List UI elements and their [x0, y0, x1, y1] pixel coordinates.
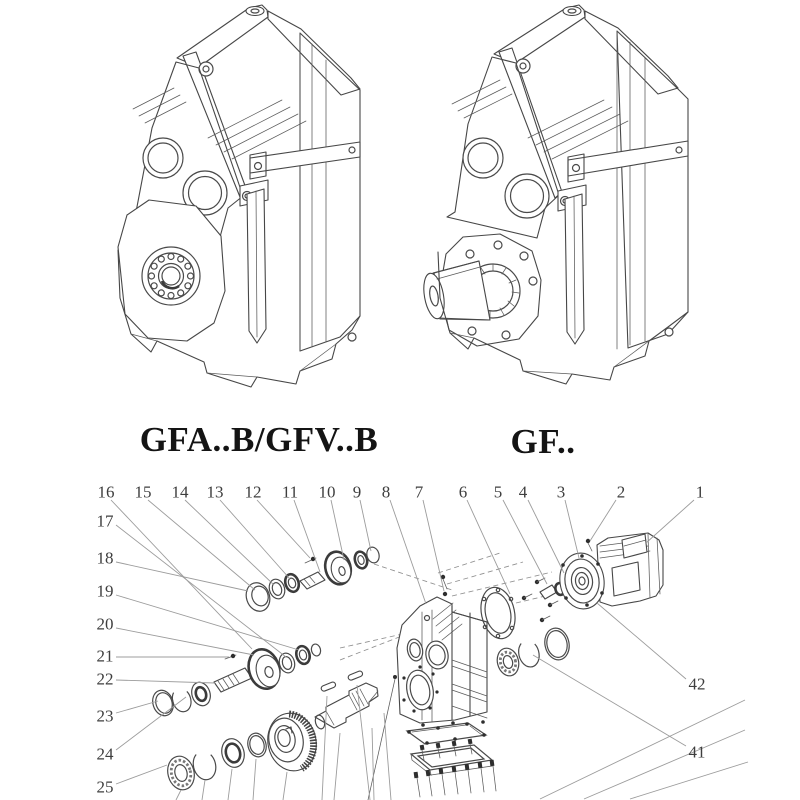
callout-leader-line [111, 500, 252, 649]
callout-number: 41 [688, 742, 706, 762]
callout-leader-line [116, 680, 215, 683]
input-shaft-assembly [243, 546, 381, 615]
assembly-axis-dashed [374, 564, 452, 590]
callout-number: 1 [695, 482, 705, 502]
callout-number: 22 [96, 669, 114, 689]
callout-leader-line [390, 500, 426, 604]
model-label-gfab: GFA..B/GFV..B [139, 420, 379, 459]
callout-leader-line [116, 562, 248, 591]
callout-number: 3 [556, 482, 566, 502]
shaft-key [347, 670, 363, 681]
callout-leader-line [565, 500, 579, 558]
callout-number: 4 [518, 482, 528, 502]
callout-leader-line [528, 500, 564, 573]
callout-number: 10 [318, 482, 336, 502]
callout-number: 11 [281, 482, 299, 502]
callout-number: 13 [206, 482, 224, 502]
callout-leader-line [257, 500, 310, 558]
cover-gasket-and-bearings [476, 573, 572, 678]
callout-leader-line [116, 701, 158, 713]
callout-leader-line [597, 603, 686, 679]
callout-leader-line [467, 500, 510, 594]
callout-number: 23 [96, 706, 114, 726]
bolt-axis-dashed [438, 553, 552, 596]
callout-number: 42 [688, 674, 706, 694]
snap-ring [516, 640, 542, 670]
callout-number: 15 [134, 482, 152, 502]
callout-number: 8 [381, 482, 391, 502]
callout-leader-line [116, 595, 299, 650]
callout-number: 24 [96, 744, 114, 764]
callout-number: 12 [244, 482, 262, 502]
callout-number: 25 [96, 777, 114, 797]
callout-leader-line [423, 500, 444, 591]
callout-number: 16 [97, 482, 115, 502]
callout-leader-line [116, 765, 167, 784]
callout-number: 14 [171, 482, 189, 502]
snap-ring [191, 750, 219, 782]
gearbox-drawing-gf [421, 5, 688, 384]
callout-leader-line [360, 500, 371, 551]
callout-number: 5 [493, 482, 503, 502]
callout-leader-line [294, 500, 320, 572]
callout-leader-line [116, 697, 186, 750]
callout-number: 21 [96, 646, 114, 666]
callout-leader-line [148, 500, 255, 590]
oil-pan-assembly [407, 722, 496, 797]
callout-leader-line [533, 655, 686, 746]
callout-leader-line [590, 500, 616, 541]
callout-number: 6 [458, 482, 468, 502]
callout-number: 20 [96, 614, 114, 634]
exploded-view-diagram [97, 483, 749, 800]
callout-leader-line [503, 500, 547, 584]
callout-number: 7 [414, 482, 424, 502]
callout-number: 9 [352, 482, 362, 502]
shaft-key [320, 681, 336, 692]
gearbox-drawing-gfab [118, 5, 360, 387]
motor [556, 533, 663, 612]
callout-number: 17 [96, 511, 114, 531]
model-label-gf: GF.. [510, 422, 576, 461]
callout-number: 19 [96, 581, 114, 601]
callout-leader-line [116, 628, 254, 655]
countershaft-assembly [149, 643, 321, 718]
callout-number: 2 [616, 482, 626, 502]
callout-number: 18 [96, 548, 114, 568]
snap-ring [170, 688, 194, 714]
callout-leader-line [646, 500, 694, 543]
